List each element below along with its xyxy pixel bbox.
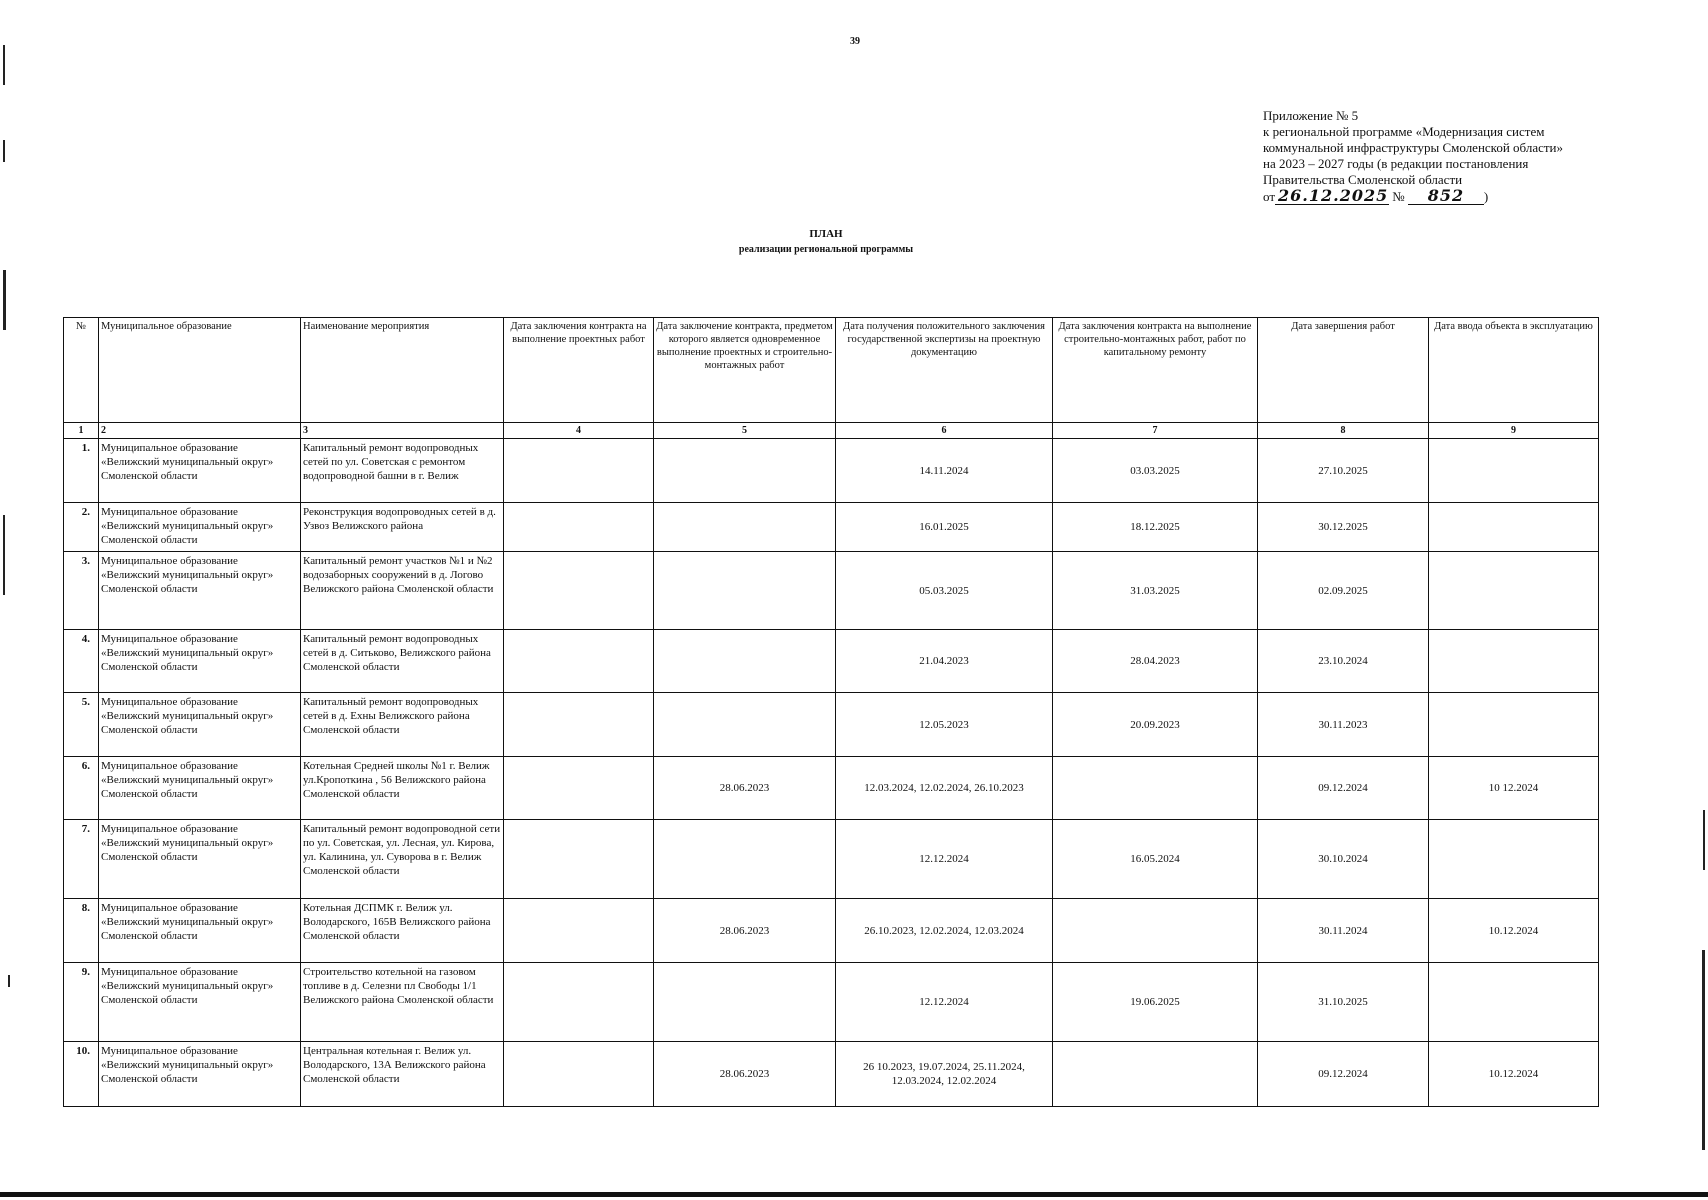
- design-contract-cell: [504, 630, 654, 693]
- commissioning-cell: [1429, 503, 1599, 552]
- header-commissioning: Дата ввода объекта в эксплуатацию: [1429, 318, 1599, 423]
- appendix-line: на 2023 – 2027 годы (в редакции постановления: [1263, 156, 1529, 171]
- design-contract-cell: [504, 1042, 654, 1107]
- row-number: 3.: [64, 552, 99, 630]
- completion-cell: 30.11.2023: [1258, 693, 1429, 757]
- expertise-cell: 12.12.2024: [836, 963, 1053, 1042]
- completion-cell: 31.10.2025: [1258, 963, 1429, 1042]
- combined-contract-cell: [654, 552, 836, 630]
- measure-cell: Капитальный ремонт водопроводной сети по ул. Советская, ул. Лесная, ул. Кирова, ул. Калинина, ул. Суворова в г. Велиж Смоленской области: [301, 820, 504, 899]
- closing-paren: ): [1483, 189, 1489, 204]
- page-number: 39: [850, 36, 860, 47]
- commissioning-cell: [1429, 552, 1599, 630]
- design-contract-cell: [504, 693, 654, 757]
- measure-cell: Котельная Средней школы №1 г. Велиж ул.Кропоткина , 56 Велижского района Смоленской области: [301, 757, 504, 820]
- construction-contract-cell: [1053, 757, 1258, 820]
- completion-cell: 23.10.2024: [1258, 630, 1429, 693]
- table-row: [64, 757, 1599, 820]
- handwritten-number: 852: [1408, 188, 1484, 205]
- expertise-cell: 26.10.2023, 12.02.2024, 12.03.2024: [836, 899, 1053, 963]
- header-combined-contract: Дата заключение контракта, предметом которого является одновременное выполнение проектных и строительно-монтажных работ: [654, 318, 836, 423]
- municipality-cell: Муниципальное образование «Велижский муниципальный округ» Смоленской области: [99, 439, 301, 503]
- expertise-cell: 14.11.2024: [836, 439, 1053, 503]
- header-row: [64, 318, 1599, 423]
- construction-contract-cell: 28.04.2023: [1053, 630, 1258, 693]
- appendix-date-line: [1263, 188, 1703, 205]
- table-row: [64, 503, 1599, 552]
- plan-subtitle: реализации региональной программы: [738, 244, 914, 255]
- completion-cell: 30.11.2024: [1258, 899, 1429, 963]
- table-row: [64, 899, 1599, 963]
- combined-contract-cell: [654, 503, 836, 552]
- commissioning-cell: [1429, 820, 1599, 899]
- row-number: 6.: [64, 757, 99, 820]
- column-number: 2: [99, 423, 301, 439]
- header-construction-contract: Дата заключения контракта на выполнение строительно-монтажных работ, работ по капитальному ремонту: [1053, 318, 1258, 423]
- commissioning-cell: 10 12.2024: [1429, 757, 1599, 820]
- municipality-cell: Муниципальное образование «Велижский муниципальный округ» Смоленской области: [99, 899, 301, 963]
- construction-contract-cell: 31.03.2025: [1053, 552, 1258, 630]
- construction-contract-cell: 19.06.2025: [1053, 963, 1258, 1042]
- combined-contract-cell: [654, 630, 836, 693]
- commissioning-cell: [1429, 693, 1599, 757]
- completion-cell: 09.12.2024: [1258, 1042, 1429, 1107]
- construction-contract-cell: 20.09.2023: [1053, 693, 1258, 757]
- commissioning-cell: [1429, 630, 1599, 693]
- row-number: 1.: [64, 439, 99, 503]
- construction-contract-cell: [1053, 1042, 1258, 1107]
- row-number: 10.: [64, 1042, 99, 1107]
- measure-cell: Капитальный ремонт водопроводных сетей в д. Ехны Велижского района Смоленской области: [301, 693, 504, 757]
- scan-edge-mark: [1703, 810, 1705, 870]
- measure-cell: Котельная ДСПМК г. Велиж ул. Володарского, 165В Велижского района Смоленской области: [301, 899, 504, 963]
- commissioning-cell: [1429, 439, 1599, 503]
- completion-cell: 30.12.2025: [1258, 503, 1429, 552]
- appendix-line: Приложение № 5: [1263, 108, 1359, 123]
- completion-cell: 09.12.2024: [1258, 757, 1429, 820]
- from-prefix: от: [1263, 189, 1276, 204]
- header-no: №: [64, 318, 99, 423]
- plan-title: ПЛАН: [809, 228, 843, 240]
- row-number: 9.: [64, 963, 99, 1042]
- page-bottom-rule: [0, 1192, 1708, 1197]
- combined-contract-cell: 28.06.2023: [654, 1042, 836, 1107]
- expertise-cell: 05.03.2025: [836, 552, 1053, 630]
- column-number: 9: [1429, 423, 1599, 439]
- design-contract-cell: [504, 552, 654, 630]
- completion-cell: 30.10.2024: [1258, 820, 1429, 899]
- municipality-cell: Муниципальное образование «Велижский муниципальный округ» Смоленской области: [99, 693, 301, 757]
- scan-edge-mark: [3, 270, 6, 330]
- appendix-line: Правительства Смоленской области: [1263, 172, 1463, 187]
- column-number: 1: [64, 423, 99, 439]
- column-number: 8: [1258, 423, 1429, 439]
- appendix-line: к региональной программе «Модернизация систем: [1263, 124, 1545, 139]
- measure-cell: Реконструкция водопроводных сетей в д. Узвоз Велижского района: [301, 503, 504, 552]
- plan-table: [63, 317, 1599, 1107]
- expertise-cell: 21.04.2023: [836, 630, 1053, 693]
- combined-contract-cell: [654, 693, 836, 757]
- appendix-block: [1263, 108, 1703, 205]
- completion-cell: 27.10.2025: [1258, 439, 1429, 503]
- row-number: 5.: [64, 693, 99, 757]
- column-number: 3: [301, 423, 504, 439]
- expertise-cell: 26 10.2023, 19.07.2024, 25.11.2024, 12.03.2024, 12.02.2024: [836, 1042, 1053, 1107]
- column-number: 4: [504, 423, 654, 439]
- municipality-cell: Муниципальное образование «Велижский муниципальный округ» Смоленской области: [99, 820, 301, 899]
- design-contract-cell: [504, 757, 654, 820]
- scan-edge-mark: [1702, 950, 1705, 1150]
- municipality-cell: Муниципальное образование «Велижский муниципальный округ» Смоленской области: [99, 630, 301, 693]
- header-municipality: Муниципальное образование: [99, 318, 301, 423]
- completion-cell: 02.09.2025: [1258, 552, 1429, 630]
- row-number: 8.: [64, 899, 99, 963]
- expertise-cell: 16.01.2025: [836, 503, 1053, 552]
- header-measure: Наименование мероприятия: [301, 318, 504, 423]
- combined-contract-cell: 28.06.2023: [654, 899, 836, 963]
- header-expertise: Дата получения положительного заключения государственной экспертизы на проектную документацию: [836, 318, 1053, 423]
- table-row: [64, 1042, 1599, 1107]
- column-number: 7: [1053, 423, 1258, 439]
- handwritten-date: 26.12.2025: [1275, 188, 1389, 205]
- design-contract-cell: [504, 439, 654, 503]
- header-design-contract: Дата заключения контракта на выполнение проектных работ: [504, 318, 654, 423]
- design-contract-cell: [504, 820, 654, 899]
- construction-contract-cell: [1053, 899, 1258, 963]
- column-number: 6: [836, 423, 1053, 439]
- measure-cell: Капитальный ремонт водопроводных сетей в д. Ситьково, Велижского района Смоленской области: [301, 630, 504, 693]
- combined-contract-cell: [654, 963, 836, 1042]
- scan-edge-mark: [3, 45, 5, 85]
- commissioning-cell: 10.12.2024: [1429, 899, 1599, 963]
- table-row: [64, 630, 1599, 693]
- number-prefix: №: [1392, 189, 1405, 204]
- row-number: 2.: [64, 503, 99, 552]
- municipality-cell: Муниципальное образование «Велижский муниципальный округ» Смоленской области: [99, 757, 301, 820]
- scan-edge-mark: [3, 515, 5, 595]
- commissioning-cell: [1429, 963, 1599, 1042]
- table-row: [64, 552, 1599, 630]
- table-row: [64, 693, 1599, 757]
- header-completion: Дата завершения работ: [1258, 318, 1429, 423]
- measure-cell: Капитальный ремонт участков №1 и №2 водозаборных сооружений в д. Логово Велижского района Смоленской области: [301, 552, 504, 630]
- municipality-cell: Муниципальное образование «Велижский муниципальный округ» Смоленской области: [99, 503, 301, 552]
- expertise-cell: 12.05.2023: [836, 693, 1053, 757]
- measure-cell: Строительство котельной на газовом топливе в д. Селезни пл Свободы 1/1 Велижского района Смоленской области: [301, 963, 504, 1042]
- row-number: 4.: [64, 630, 99, 693]
- appendix-line: коммунальной инфраструктуры Смоленской области»: [1263, 140, 1563, 155]
- table-row: [64, 963, 1599, 1042]
- construction-contract-cell: 16.05.2024: [1053, 820, 1258, 899]
- table-row: [64, 820, 1599, 899]
- column-number-row: [64, 423, 1599, 439]
- measure-cell: Центральная котельная г. Велиж ул. Володарского, 13А Велижского района Смоленской области: [301, 1042, 504, 1107]
- municipality-cell: Муниципальное образование «Велижский муниципальный округ» Смоленской области: [99, 1042, 301, 1107]
- table-row: [64, 439, 1599, 503]
- design-contract-cell: [504, 899, 654, 963]
- expertise-cell: 12.12.2024: [836, 820, 1053, 899]
- design-contract-cell: [504, 963, 654, 1042]
- combined-contract-cell: [654, 820, 836, 899]
- measure-cell: Капитальный ремонт водопроводных сетей по ул. Советская с ремонтом водопроводной башни в г. Велиж: [301, 439, 504, 503]
- municipality-cell: Муниципальное образование «Велижский муниципальный округ» Смоленской области: [99, 963, 301, 1042]
- construction-contract-cell: 03.03.2025: [1053, 439, 1258, 503]
- combined-contract-cell: [654, 439, 836, 503]
- scan-edge-mark: [3, 140, 5, 162]
- commissioning-cell: 10.12.2024: [1429, 1042, 1599, 1107]
- design-contract-cell: [504, 503, 654, 552]
- row-number: 7.: [64, 820, 99, 899]
- scan-edge-mark: [8, 975, 10, 987]
- combined-contract-cell: 28.06.2023: [654, 757, 836, 820]
- column-number: 5: [654, 423, 836, 439]
- municipality-cell: Муниципальное образование «Велижский муниципальный округ» Смоленской области: [99, 552, 301, 630]
- construction-contract-cell: 18.12.2025: [1053, 503, 1258, 552]
- expertise-cell: 12.03.2024, 12.02.2024, 26.10.2023: [836, 757, 1053, 820]
